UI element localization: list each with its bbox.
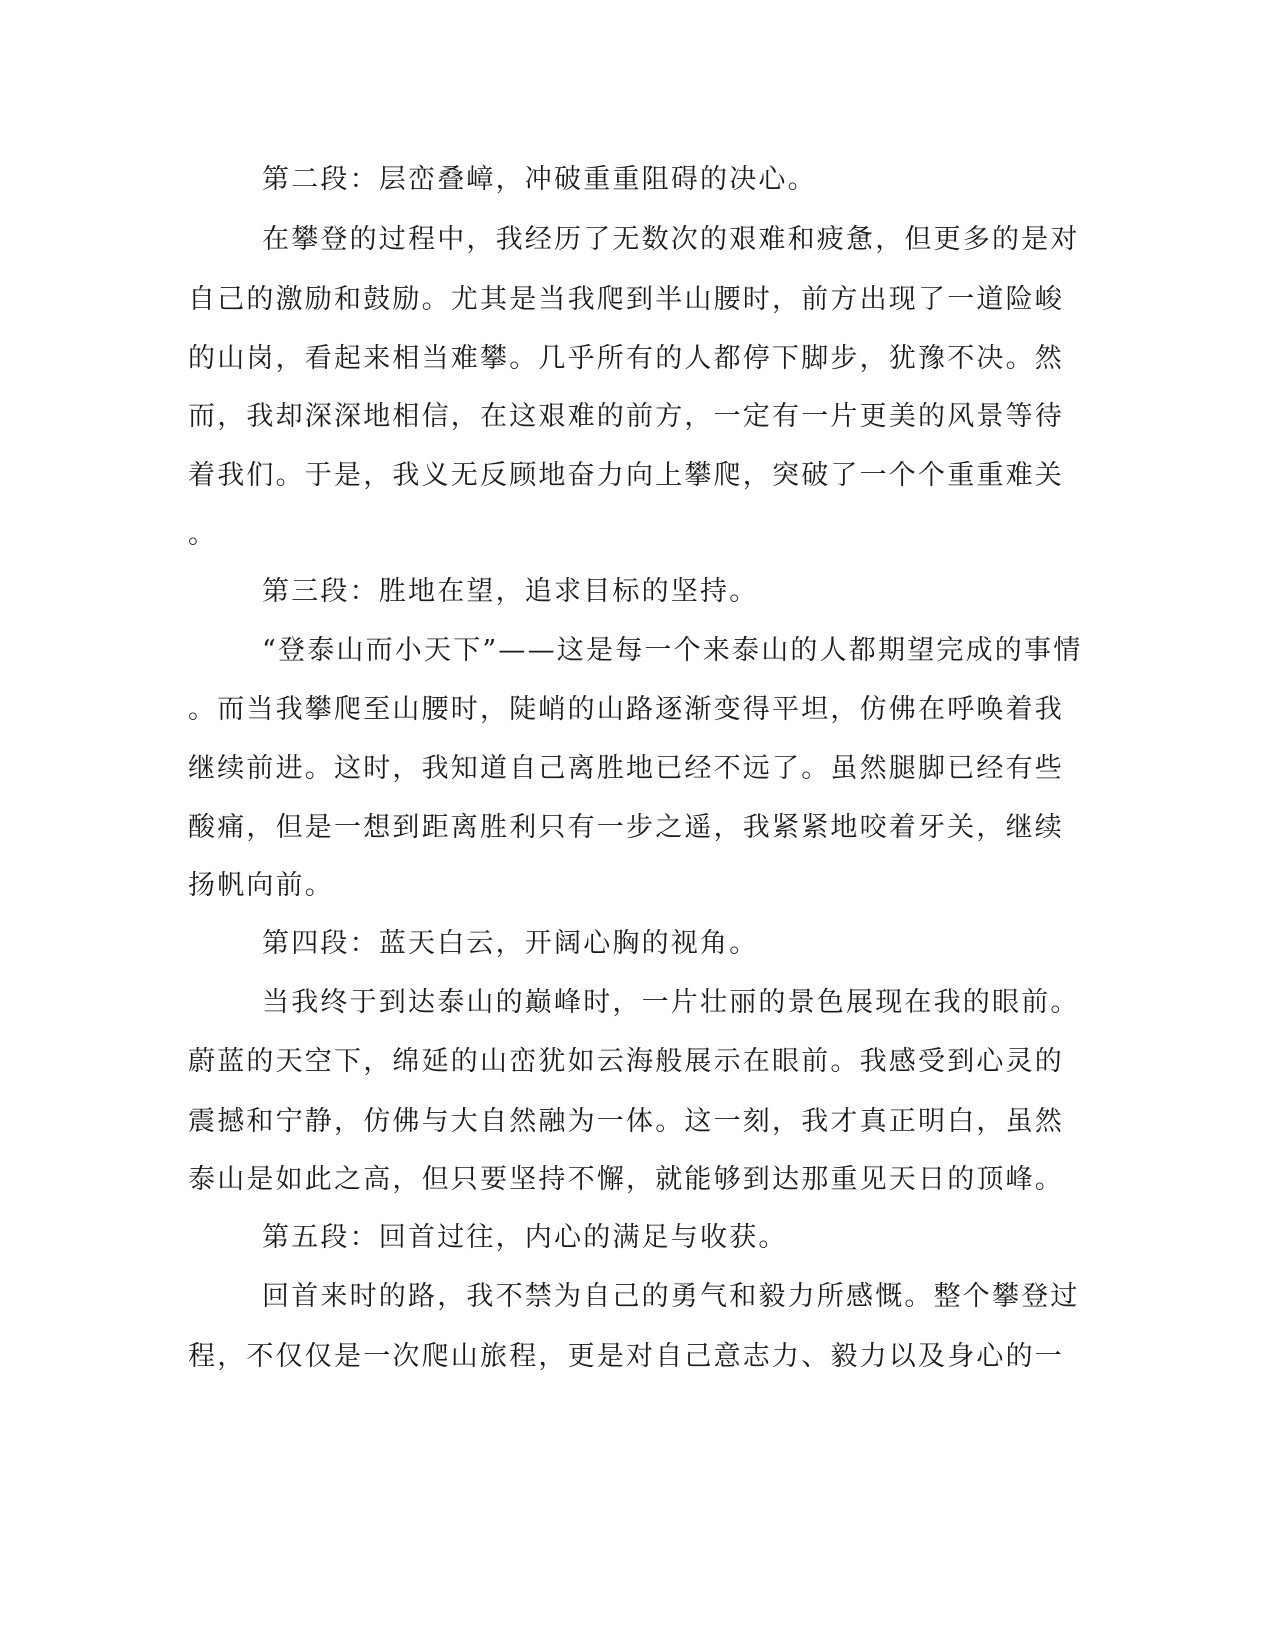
section-4-heading: 第四段：蓝天白云，开阔心胸的视角。 [262,928,759,959]
paragraph-line: 蔚蓝的天空下，绵延的山峦犹如云海般展示在眼前。我感受到心灵的 [188,1046,1064,1077]
section-5-heading: 第五段：回首过往，内心的满足与收获。 [262,1222,788,1253]
paragraph-line: 酸痛，但是一想到距离胜利只有一步之遥，我紧紧地咬着牙关，继续 [188,812,1064,843]
paragraph-line: “登泰山而小天下”——这是每一个来泰山的人都期望完成的事情 [262,635,1083,666]
paragraph-line: 而，我却深深地相信，在这艰难的前方，一定有一片更美的风景等待 [188,401,1064,432]
paragraph-line: 继续前进。这时，我知道自己离胜地已经不远了。虽然腿脚已经有些 [188,753,1064,784]
paragraph-line: 着我们。于是，我义无反顾地奋力向上攀爬，突破了一个个重重难关 [188,460,1064,491]
section-2-heading: 第二段：层峦叠嶂，冲破重重阻碍的决心。 [262,164,817,195]
paragraph-line: 在攀登的过程中，我经历了无数次的艰难和疲惫，但更多的是对 [262,224,1080,255]
paragraph-line: 当我终于到达泰山的巅峰时，一片壮丽的景色展现在我的眼前。 [262,987,1080,1018]
paragraph-line: 震撼和宁静，仿佛与大自然融为一体。这一刻，我才真正明白，虽然 [188,1106,1064,1137]
paragraph-line: 。而当我攀爬至山腰时，陡峭的山路逐渐变得平坦，仿佛在呼唤着我 [188,694,1064,725]
paragraph-line: 。 [188,519,218,550]
paragraph-line: 的山岗，看起来相当难攀。几乎所有的人都停下脚步，犹豫不决。然 [188,343,1064,374]
paragraph-line: 自己的激励和鼓励。尤其是当我爬到半山腰时，前方出现了一道险峻 [188,284,1064,315]
paragraph-line: 程，不仅仅是一次爬山旅程，更是对自己意志力、毅力以及身心的一 [188,1341,1064,1372]
paragraph-line: 泰山是如此之高，但只要坚持不懈，就能够到达那重见天日的顶峰。 [188,1164,1064,1195]
section-3-heading: 第三段：胜地在望，追求目标的坚持。 [262,576,759,607]
paragraph-line: 扬帆向前。 [188,870,334,901]
paragraph-line: 回首来时的路，我不禁为自己的勇气和毅力所感慨。整个攀登过 [262,1281,1080,1312]
